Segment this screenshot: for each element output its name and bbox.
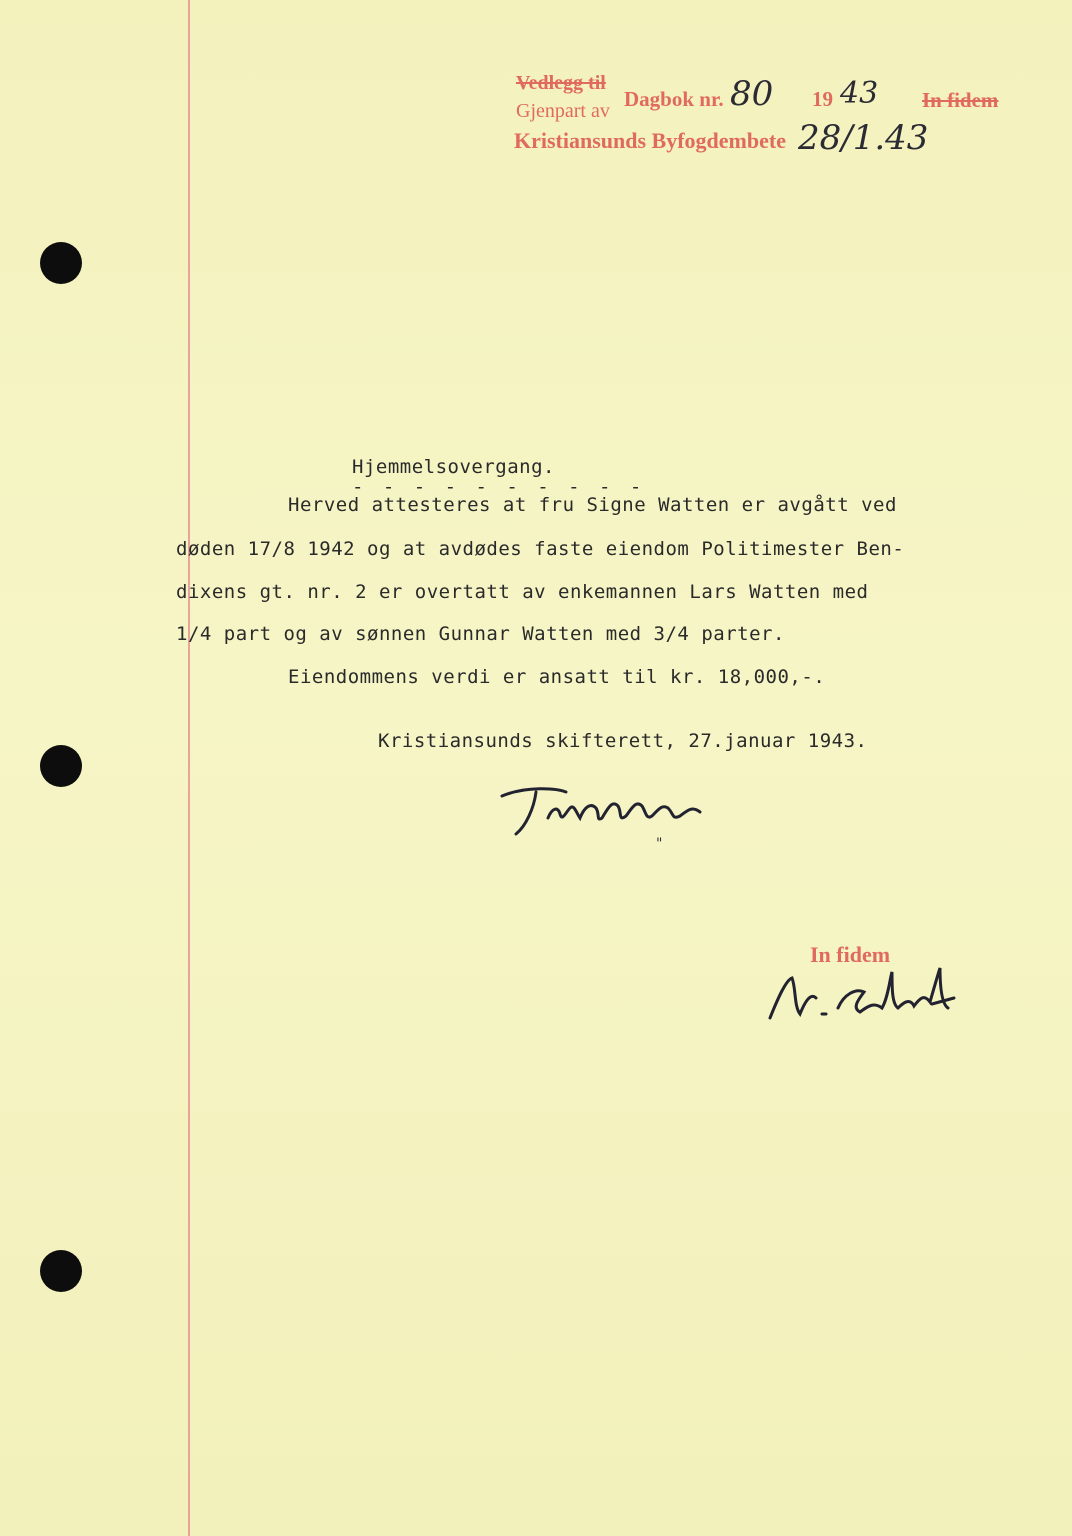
stamp-in-fidem-struck: In fidem [922, 88, 999, 112]
year-suffix: 43 [840, 76, 879, 111]
judge-signature-icon [496, 778, 716, 858]
stamp-dagbok-nr: Dagbok nr. [624, 87, 724, 111]
dagbok-number: 80 [730, 74, 774, 114]
body-line: 1/4 part og av sønnen Gunnar Watten med 3/4 parter. [176, 623, 785, 645]
body-line: Eiendommens verdi er ansatt til kr. 18,000,-. [288, 666, 826, 688]
body-line: dixens gt. nr. 2 er overtatt av enkemannen Lars Watten med [176, 581, 869, 603]
stamp-office: Kristiansunds Byfogdembete [514, 128, 786, 153]
punch-hole-icon [40, 745, 82, 787]
stamp-vedlegg-til: Vedlegg til [516, 72, 606, 94]
stamp-year-prefix: 19 [812, 87, 833, 111]
body-line: døden 17/8 1942 og at avdødes faste eiendom Politimester Ben- [176, 538, 905, 560]
punch-hole-icon [40, 242, 82, 284]
title-underline: - - - - - - - - - - [352, 476, 646, 498]
punch-hole-icon [40, 1250, 82, 1292]
margin-line [188, 0, 190, 1536]
stamp-gjenpart-av: Gjenpart av [516, 100, 610, 122]
quote-mark: " [656, 836, 663, 852]
stamp-in-fidem: In fidem [810, 942, 891, 967]
place-date: Kristiansunds skifterett, 27.januar 1943. [378, 730, 868, 752]
document-title: Hjemmelsovergang. [352, 456, 555, 478]
stamp-date: 28/1.43 [798, 118, 929, 158]
body-line: Herved attesteres at fru Signe Watten er avgått ved [288, 494, 897, 516]
clerk-signature-icon [764, 958, 964, 1030]
